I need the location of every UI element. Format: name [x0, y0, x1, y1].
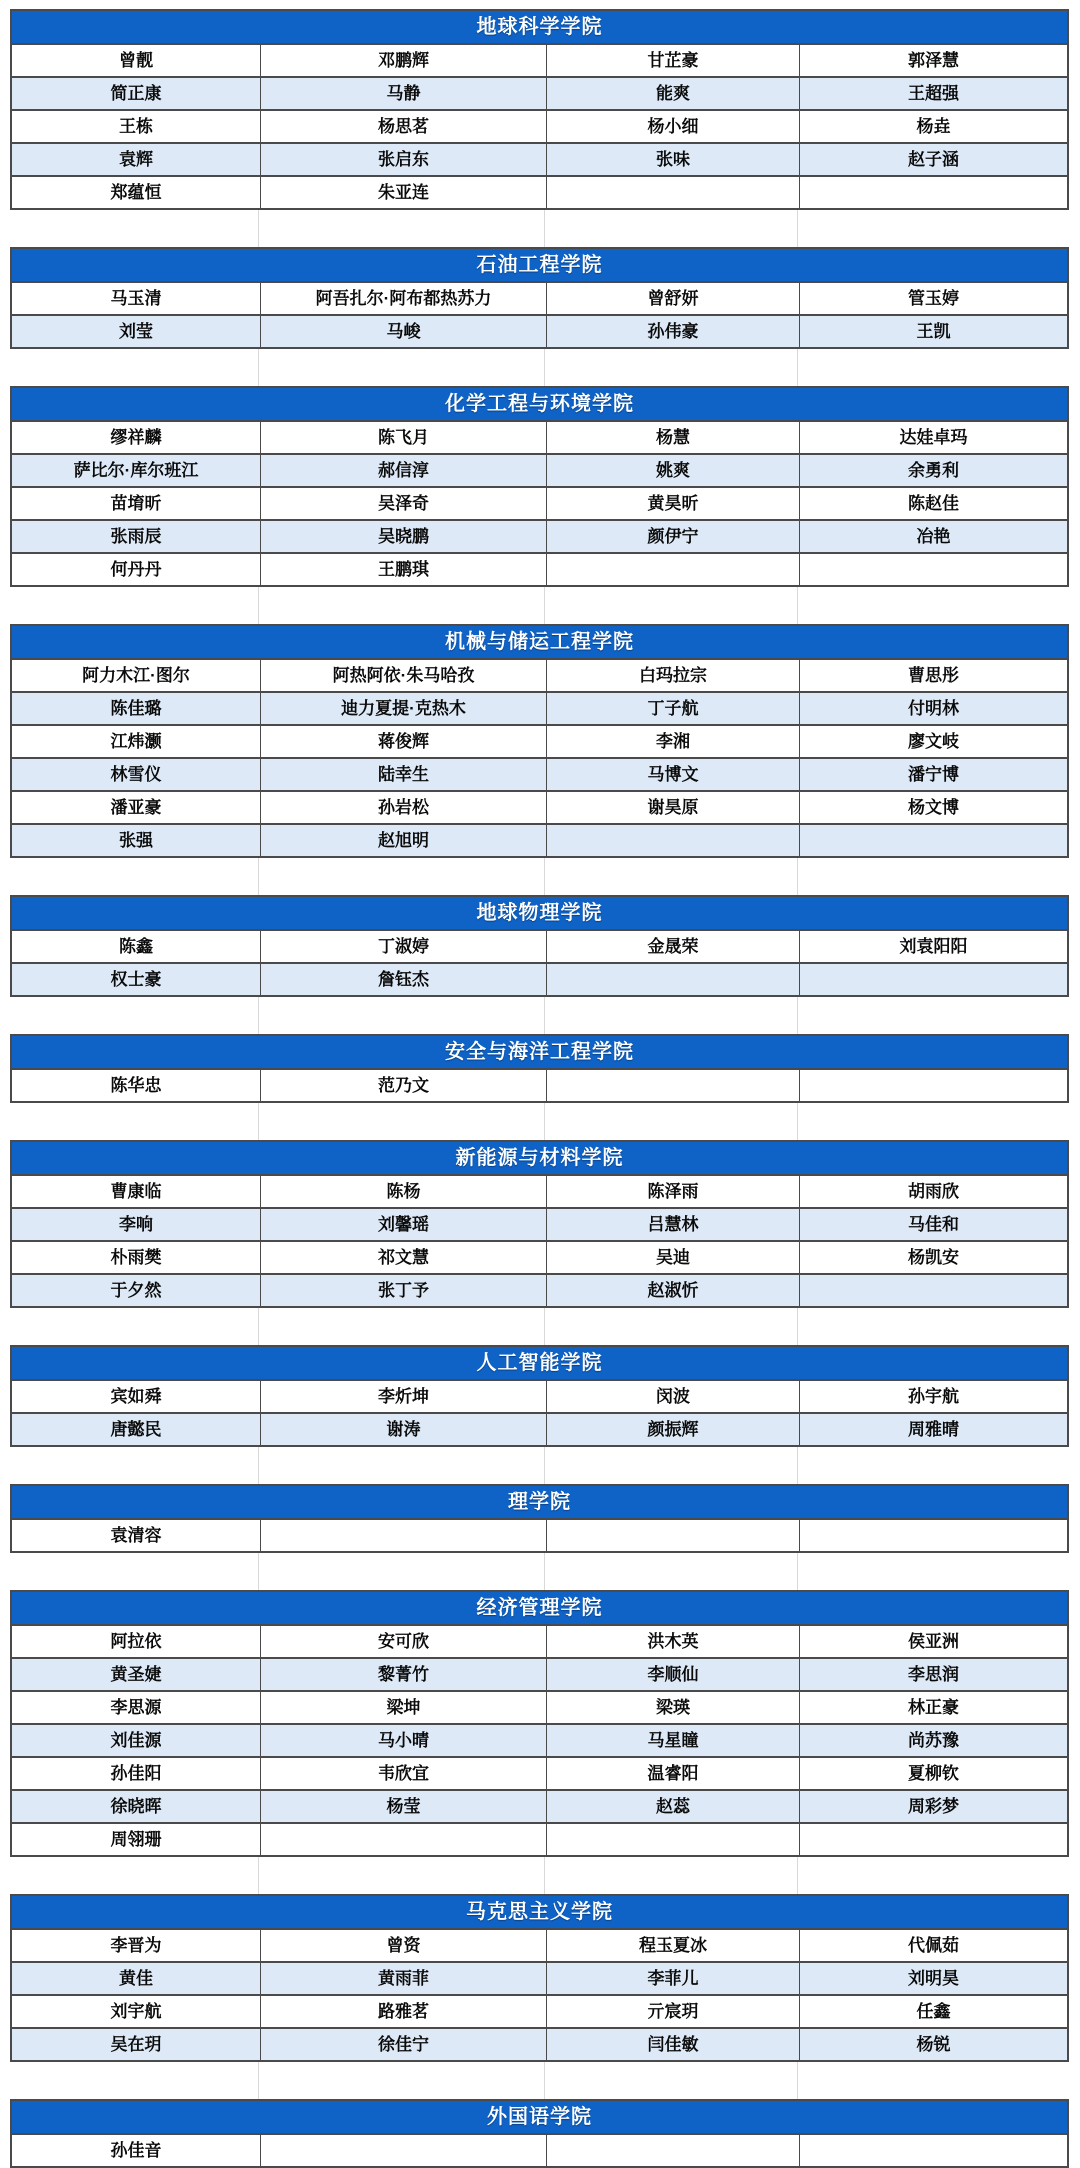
gap-cell — [798, 858, 1069, 895]
gap-cell — [259, 1308, 545, 1345]
student-name-cell: 缪祥麟 — [12, 422, 261, 453]
gap-cell — [545, 210, 798, 247]
college-section — [10, 386, 1069, 587]
table-row — [12, 76, 1067, 109]
student-name-cell: 郭泽慧 — [908, 51, 959, 70]
gap-cell — [10, 997, 259, 1034]
table-row — [12, 691, 1067, 724]
gap-cell — [10, 1308, 259, 1345]
empty-cell — [547, 2135, 800, 2166]
student-name-cell: 张丁予 — [261, 1275, 547, 1306]
table-row — [12, 1657, 1067, 1690]
section-gap — [10, 587, 1069, 624]
gap-cell — [798, 1857, 1069, 1894]
college-section-header: 地球物理学院 — [12, 897, 1067, 929]
gap-cell — [10, 1857, 259, 1894]
student-name-cell: 马静 — [261, 78, 547, 109]
table-row — [12, 1624, 1067, 1657]
college-section — [10, 895, 1069, 997]
gap-cell — [259, 587, 545, 624]
table-row — [12, 175, 1067, 208]
student-name-cell: 范乃文 — [261, 1070, 547, 1101]
table-row — [12, 314, 1067, 347]
student-name-cell: 江炜灏 — [12, 726, 261, 757]
student-name-cell: 曹康临 — [12, 1176, 261, 1207]
student-name-cell: 王栋 — [12, 111, 261, 142]
college-section-header: 化学工程与环境学院 — [12, 388, 1067, 420]
student-name-cell: 李思润 — [908, 1665, 959, 1684]
table-row — [12, 658, 1067, 691]
student-name-cell: 萨比尔·库尔班江 — [12, 455, 261, 486]
student-name-cell: 陈泽雨 — [547, 1176, 800, 1207]
student-name-cell: 达娃卓玛 — [899, 428, 968, 447]
student-name-cell: 吴迪 — [547, 1242, 800, 1273]
student-name-cell: 杨锐 — [916, 2035, 951, 2054]
student-name-cell: 李菲儿 — [547, 1963, 800, 1994]
student-name-cell: 苗堉昕 — [12, 488, 261, 519]
student-name-cell: 陈佳璐 — [12, 693, 261, 724]
student-name-cell: 孙宇航 — [908, 1387, 959, 1406]
table-row — [12, 2133, 1067, 2166]
student-name-cell: 王超强 — [908, 84, 959, 103]
student-name-cell: 杨垚 — [916, 117, 951, 136]
student-name-cell: 潘亚豪 — [12, 792, 261, 823]
student-name-cell: 曾资 — [261, 1930, 547, 1961]
student-name-cell: 唐懿民 — [12, 1414, 261, 1445]
student-name-cell: 简正康 — [12, 78, 261, 109]
empty-cell — [800, 1824, 1067, 1855]
gap-cell — [545, 1103, 798, 1140]
student-name-cell: 颜振辉 — [547, 1414, 800, 1445]
student-name-cell: 廖文岐 — [908, 732, 959, 751]
student-name-cell: 郑蕴恒 — [12, 177, 261, 208]
gap-cell — [10, 587, 259, 624]
section-gap — [10, 1308, 1069, 1345]
student-name-cell: 洪木英 — [547, 1626, 800, 1657]
student-name-cell: 袁辉 — [12, 144, 261, 175]
student-name-cell: 曾靓 — [12, 45, 261, 76]
college-section-header: 安全与海洋工程学院 — [12, 1036, 1067, 1068]
student-name-cell: 黄圣婕 — [12, 1659, 261, 1690]
student-name-cell: 徐晓晖 — [12, 1791, 261, 1822]
gap-cell — [798, 349, 1069, 386]
empty-cell — [261, 1520, 547, 1551]
student-name-cell: 刘莹 — [12, 316, 261, 347]
student-name-cell: 邓鹏辉 — [261, 45, 547, 76]
college-section — [10, 1345, 1069, 1447]
student-name-cell: 杨慧 — [547, 422, 800, 453]
college-section — [10, 9, 1069, 210]
student-name-cell: 杨莹 — [261, 1791, 547, 1822]
gap-cell — [545, 587, 798, 624]
empty-cell — [261, 1824, 547, 1855]
student-name-cell: 闫佳敏 — [547, 2029, 800, 2060]
student-name-cell: 黎菁竹 — [261, 1659, 547, 1690]
student-name-cell: 吴泽奇 — [261, 488, 547, 519]
student-name-cell: 陈赵佳 — [908, 494, 959, 513]
student-name-cell: 林雪仪 — [12, 759, 261, 790]
student-name-cell: 杨文博 — [908, 798, 959, 817]
college-section — [10, 2099, 1069, 2168]
student-name-cell: 梁瑛 — [547, 1692, 800, 1723]
gap-cell — [798, 1103, 1069, 1140]
student-name-cell: 付明林 — [908, 699, 959, 718]
empty-cell — [547, 1824, 800, 1855]
student-name-cell: 蒋俊辉 — [261, 726, 547, 757]
student-name-cell: 闵波 — [547, 1381, 800, 1412]
student-name-cell: 马佳和 — [908, 1215, 959, 1234]
gap-cell — [798, 1447, 1069, 1484]
table-row — [12, 757, 1067, 790]
student-name-cell: 管玉婷 — [908, 289, 959, 308]
gap-cell — [259, 349, 545, 386]
gap-cell — [259, 858, 545, 895]
student-name-cell: 安可欣 — [261, 1626, 547, 1657]
section-gap — [10, 1553, 1069, 1590]
table-row — [12, 724, 1067, 757]
gap-cell — [10, 1553, 259, 1590]
student-name-cell: 李湘 — [547, 726, 800, 757]
student-name-cell: 于夕然 — [12, 1275, 261, 1306]
student-name-cell: 孙佳音 — [12, 2135, 261, 2166]
student-name-cell: 孙佳阳 — [12, 1758, 261, 1789]
table-row — [12, 1723, 1067, 1756]
student-name-cell: 曹思彤 — [908, 666, 959, 685]
student-name-cell: 路雅茗 — [261, 1996, 547, 2027]
student-name-cell: 李顺仙 — [547, 1659, 800, 1690]
student-name-cell: 余勇利 — [908, 461, 959, 480]
table-row — [12, 420, 1067, 453]
student-name-cell: 周雅晴 — [908, 1420, 959, 1439]
student-name-cell: 谢昊原 — [547, 792, 800, 823]
student-name-cell: 梁坤 — [261, 1692, 547, 1723]
student-name-cell: 陈杨 — [261, 1176, 547, 1207]
college-section-header: 理学院 — [12, 1486, 1067, 1518]
student-name-cell: 吴晓鹏 — [261, 521, 547, 552]
table-row — [12, 281, 1067, 314]
table-row — [12, 1379, 1067, 1412]
student-name-cell: 詹钰杰 — [261, 964, 547, 995]
table-row — [12, 962, 1067, 995]
table-row — [12, 142, 1067, 175]
empty-cell — [800, 825, 1067, 856]
student-name-cell: 马玉清 — [12, 283, 261, 314]
college-section — [10, 1590, 1069, 1857]
student-name-cell: 张雨辰 — [12, 521, 261, 552]
student-name-cell: 李炘坤 — [261, 1381, 547, 1412]
table-row — [12, 486, 1067, 519]
student-name-cell: 马星瞳 — [547, 1725, 800, 1756]
college-section — [10, 1140, 1069, 1308]
student-name-cell: 李晋为 — [12, 1930, 261, 1961]
student-name-cell: 赵淑忻 — [547, 1275, 800, 1306]
student-name-cell: 谢涛 — [261, 1414, 547, 1445]
student-name-cell: 姚爽 — [547, 455, 800, 486]
table-row — [12, 43, 1067, 76]
student-name-cell: 吕慧林 — [547, 1209, 800, 1240]
student-name-cell: 何丹丹 — [12, 554, 261, 585]
table-row — [12, 1756, 1067, 1789]
student-name-cell: 赵旭明 — [261, 825, 547, 856]
table-row — [12, 519, 1067, 552]
section-gap — [10, 1857, 1069, 1894]
college-section-header: 马克思主义学院 — [12, 1896, 1067, 1928]
student-name-cell: 亓宸玥 — [547, 1996, 800, 2027]
gap-cell — [798, 1308, 1069, 1345]
empty-cell — [800, 2135, 1067, 2166]
table-row — [12, 1994, 1067, 2027]
gap-cell — [545, 2062, 798, 2099]
empty-cell — [547, 1520, 800, 1551]
empty-cell — [261, 2135, 547, 2166]
section-gap — [10, 349, 1069, 386]
empty-cell — [800, 177, 1067, 208]
gap-cell — [259, 1857, 545, 1894]
student-name-cell: 马小晴 — [261, 1725, 547, 1756]
empty-cell — [800, 1275, 1067, 1306]
student-name-cell: 张味 — [547, 144, 800, 175]
college-section-header: 人工智能学院 — [12, 1347, 1067, 1379]
gap-cell — [545, 1553, 798, 1590]
student-name-cell: 赵子涵 — [908, 150, 959, 169]
student-name-cell: 王鹏琪 — [261, 554, 547, 585]
student-name-cell: 吴在玥 — [12, 2029, 261, 2060]
table-row — [12, 1518, 1067, 1551]
gap-cell — [798, 1553, 1069, 1590]
gap-cell — [545, 349, 798, 386]
student-name-cell: 陈飞月 — [261, 422, 547, 453]
college-section-header: 外国语学院 — [12, 2101, 1067, 2133]
table-row — [12, 552, 1067, 585]
table-row — [12, 1822, 1067, 1855]
gap-cell — [545, 997, 798, 1034]
gap-cell — [259, 1553, 545, 1590]
student-name-cell: 马峻 — [261, 316, 547, 347]
college-section-header: 地球科学学院 — [12, 11, 1067, 43]
student-name-cell: 徐佳宁 — [261, 2029, 547, 2060]
section-gap — [10, 1103, 1069, 1140]
student-name-cell: 夏柳钦 — [908, 1764, 959, 1783]
college-section — [10, 1034, 1069, 1103]
student-name-cell: 杨小细 — [547, 111, 800, 142]
table-row — [12, 1068, 1067, 1101]
table-row — [12, 2027, 1067, 2060]
gap-cell — [10, 1447, 259, 1484]
gap-cell — [10, 349, 259, 386]
college-section-header: 经济管理学院 — [12, 1592, 1067, 1624]
empty-cell — [800, 554, 1067, 585]
empty-cell — [547, 177, 800, 208]
gap-cell — [545, 1857, 798, 1894]
section-gap — [10, 2062, 1069, 2099]
gap-cell — [545, 858, 798, 895]
gap-cell — [259, 210, 545, 247]
student-name-cell: 周翎珊 — [12, 1824, 261, 1855]
student-name-cell: 刘馨瑶 — [261, 1209, 547, 1240]
student-name-cell: 尚苏豫 — [908, 1731, 959, 1750]
table-row — [12, 1961, 1067, 1994]
student-name-cell: 白玛拉宗 — [547, 660, 800, 691]
gap-cell — [545, 1447, 798, 1484]
student-name-cell: 温睿阳 — [547, 1758, 800, 1789]
student-name-cell: 刘明昊 — [908, 1969, 959, 1988]
college-section-header: 石油工程学院 — [12, 249, 1067, 281]
student-name-cell: 胡雨欣 — [908, 1182, 959, 1201]
student-name-cell: 孙岩松 — [261, 792, 547, 823]
empty-cell — [800, 1520, 1067, 1551]
table-row — [12, 1412, 1067, 1445]
gap-cell — [10, 2062, 259, 2099]
student-name-cell: 张强 — [12, 825, 261, 856]
student-name-cell: 代佩茹 — [908, 1936, 959, 1955]
student-name-cell: 曾舒妍 — [547, 283, 800, 314]
student-name-cell: 丁淑婷 — [261, 931, 547, 962]
student-name-cell: 郝信淳 — [261, 455, 547, 486]
student-name-cell: 韦欣宜 — [261, 1758, 547, 1789]
table-row — [12, 1273, 1067, 1306]
student-name-cell: 陆幸生 — [261, 759, 547, 790]
student-name-cell: 孙伟豪 — [547, 316, 800, 347]
empty-cell — [547, 1070, 800, 1101]
table-row — [12, 1928, 1067, 1961]
gap-cell — [259, 997, 545, 1034]
student-name-cell: 刘宇航 — [12, 1996, 261, 2027]
section-gap — [10, 1447, 1069, 1484]
table-row — [12, 1690, 1067, 1723]
student-name-cell: 阿力木江·图尔 — [12, 660, 261, 691]
table-row — [12, 1207, 1067, 1240]
section-gap — [10, 997, 1069, 1034]
student-name-cell: 李响 — [12, 1209, 261, 1240]
student-name-cell: 阿拉依 — [12, 1626, 261, 1657]
student-name-cell: 黄昊昕 — [547, 488, 800, 519]
college-section — [10, 1894, 1069, 2062]
empty-cell — [547, 554, 800, 585]
student-name-table — [10, 9, 1069, 2168]
student-name-cell: 金晟荣 — [547, 931, 800, 962]
college-section-header: 机械与储运工程学院 — [12, 626, 1067, 658]
gap-cell — [10, 1103, 259, 1140]
student-name-cell: 权士豪 — [12, 964, 261, 995]
table-row — [12, 929, 1067, 962]
student-name-cell: 任鑫 — [916, 2002, 951, 2021]
student-name-cell: 张启东 — [261, 144, 547, 175]
student-name-cell: 潘宁博 — [908, 765, 959, 784]
empty-cell — [800, 964, 1067, 995]
student-name-cell: 宾如舜 — [12, 1381, 261, 1412]
student-name-cell: 朱亚连 — [261, 177, 547, 208]
section-gap — [10, 210, 1069, 247]
student-name-cell: 程玉夏冰 — [547, 1930, 800, 1961]
student-name-cell: 黄佳 — [12, 1963, 261, 1994]
student-name-cell: 杨凯安 — [908, 1248, 959, 1267]
table-row — [12, 823, 1067, 856]
section-gap — [10, 858, 1069, 895]
gap-cell — [10, 210, 259, 247]
gap-cell — [798, 997, 1069, 1034]
student-name-cell: 陈鑫 — [12, 931, 261, 962]
table-row — [12, 109, 1067, 142]
student-name-cell: 王凯 — [916, 322, 951, 341]
student-name-cell: 甘芷豪 — [547, 45, 800, 76]
empty-cell — [800, 1070, 1067, 1101]
student-name-cell: 朴雨樊 — [12, 1242, 261, 1273]
gap-cell — [798, 210, 1069, 247]
student-name-cell: 阿吾扎尔·阿布都热苏力 — [261, 283, 547, 314]
table-row — [12, 453, 1067, 486]
college-section — [10, 1484, 1069, 1553]
student-name-cell: 迪力夏提·克热木 — [261, 693, 547, 724]
gap-cell — [259, 1103, 545, 1140]
college-section — [10, 624, 1069, 858]
table-row — [12, 1789, 1067, 1822]
student-name-cell: 丁子航 — [547, 693, 800, 724]
student-name-cell: 杨思茗 — [261, 111, 547, 142]
table-row — [12, 1174, 1067, 1207]
student-name-cell: 颜伊宁 — [547, 521, 800, 552]
student-name-cell: 马博文 — [547, 759, 800, 790]
student-name-cell: 祁文慧 — [261, 1242, 547, 1273]
empty-cell — [547, 964, 800, 995]
student-name-cell: 周彩梦 — [908, 1797, 959, 1816]
student-name-cell: 冶艳 — [916, 527, 951, 546]
student-name-cell: 能爽 — [547, 78, 800, 109]
gap-cell — [798, 587, 1069, 624]
student-name-cell: 李思源 — [12, 1692, 261, 1723]
student-name-cell: 林正豪 — [908, 1698, 959, 1717]
table-row — [12, 1240, 1067, 1273]
student-name-cell: 赵蕊 — [547, 1791, 800, 1822]
student-name-cell: 侯亚洲 — [908, 1632, 959, 1651]
student-name-cell: 陈华忠 — [12, 1070, 261, 1101]
empty-cell — [547, 825, 800, 856]
student-name-cell: 黄雨菲 — [261, 1963, 547, 1994]
gap-cell — [259, 2062, 545, 2099]
gap-cell — [259, 1447, 545, 1484]
gap-cell — [10, 858, 259, 895]
gap-cell — [798, 2062, 1069, 2099]
college-section-header: 新能源与材料学院 — [12, 1142, 1067, 1174]
gap-cell — [545, 1308, 798, 1345]
student-name-cell: 阿热阿依·朱马哈孜 — [261, 660, 547, 691]
college-section — [10, 247, 1069, 349]
student-name-cell: 刘袁阳阳 — [899, 937, 968, 956]
student-name-cell: 刘佳源 — [12, 1725, 261, 1756]
student-name-cell: 袁清容 — [12, 1520, 261, 1551]
table-row — [12, 790, 1067, 823]
